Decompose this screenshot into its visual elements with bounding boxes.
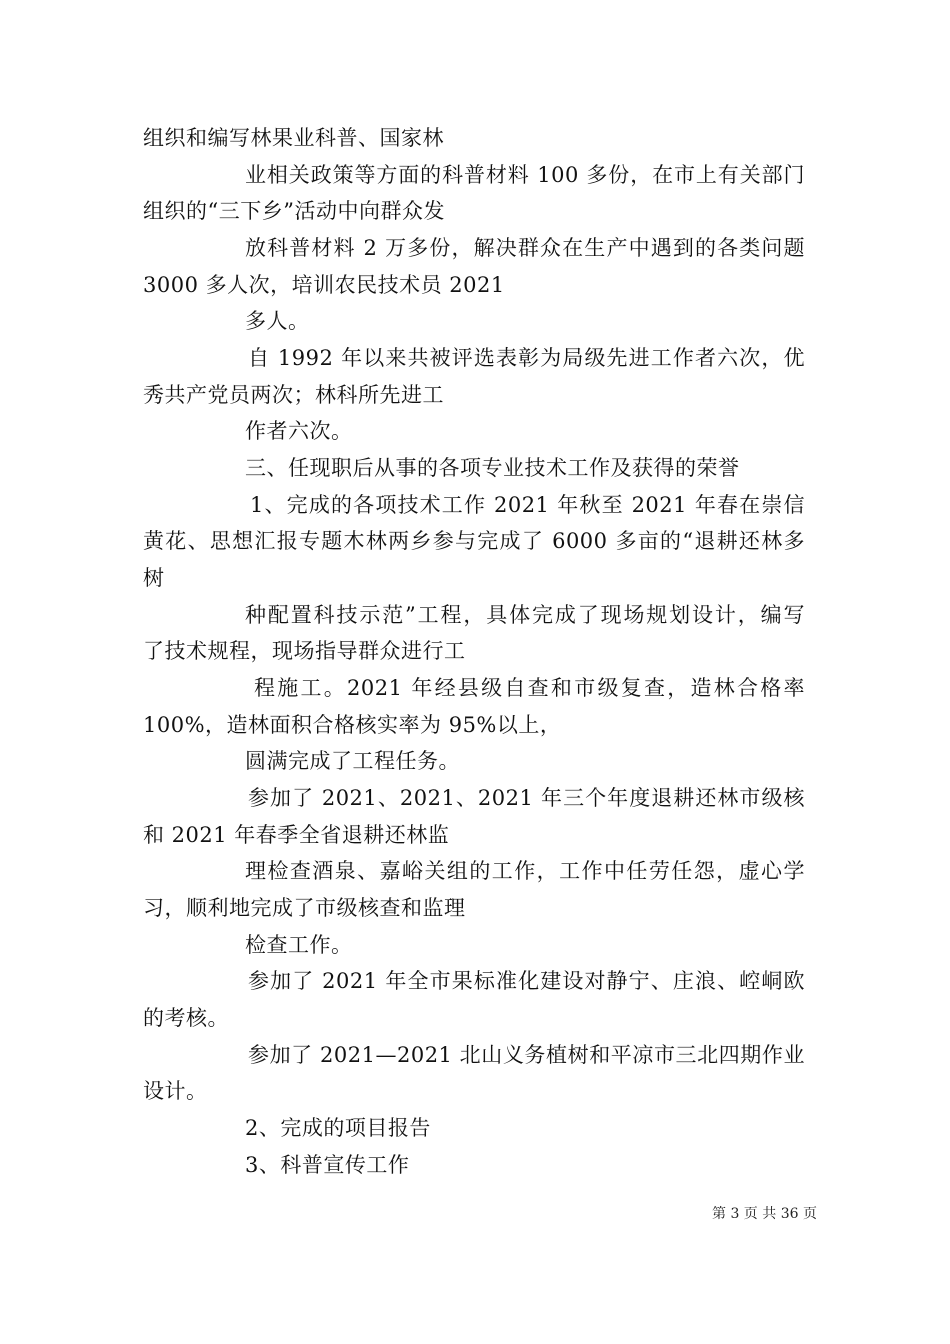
text-line: 业相关政策等方面的科普材料 100 多份，在市上有关部门 [245, 163, 805, 187]
text-line: 了技术规程，现场指导群众进行工 [143, 639, 466, 663]
text-line: 圆满完成了工程任务。 [245, 749, 460, 773]
section-heading: 3、科普宣传工作 [245, 1153, 410, 1177]
text-line: 参加了 2021—2021 北山义务植树和平凉市三北四期作业 [248, 1043, 805, 1067]
text-line: 100%，造林面积合格核实率为 95%以上， [143, 713, 562, 737]
text-line: 组织和编写林果业科普、国家林 [143, 126, 444, 150]
text-line: 理检查酒泉、嘉峪关组的工作，工作中任劳任怨，虚心学 [245, 859, 805, 883]
text-line: 3000 多人次，培训农民技术员 2021 [143, 273, 505, 297]
page-number: 第 3 页 共 36 页 [712, 1206, 817, 1222]
text-line: 黄花、思想汇报专题木林两乡参与完成了 6000 多亩的“退耕还林多 [143, 529, 805, 553]
text-line: 参加了 2021、2021、2021 年三个年度退耕还林市级核 [248, 786, 805, 810]
text-line: 检查工作。 [245, 933, 353, 957]
text-line: 自 1992 年以来共被评选表彰为局级先进工作者六次，优 [248, 346, 805, 370]
text-line: 树 [143, 566, 165, 590]
text-line: 1、完成的各项技术工作 2021 年秋至 2021 年春在崇信 [250, 493, 805, 517]
text-line: 多人。 [245, 309, 310, 333]
text-line: 程施工。2021 年经县级自查和市级复查，造林合格率 [254, 676, 805, 700]
section-heading: 三、任现职后从事的各项专业技术工作及获得的荣誉 [245, 456, 740, 480]
text-line: 和 2021 年春季全省退耕还林监 [143, 823, 450, 847]
text-line: 秀共产党员两次；林科所先进工 [143, 383, 444, 407]
text-line: 习，顺利地完成了市级核查和监理 [143, 896, 466, 920]
text-line: 放科普材料 2 万多份，解决群众在生产中遇到的各类问题 [245, 236, 805, 260]
section-heading: 2、完成的项目报告 [245, 1116, 431, 1140]
text-line: 设计。 [143, 1079, 208, 1103]
text-line: 作者六次。 [245, 419, 353, 443]
text-line: 的考核。 [143, 1006, 229, 1030]
text-line: 参加了 2021 年全市果标准化建设对静宁、庄浪、崆峒欧 [248, 969, 805, 993]
text-line: 组织的“三下乡”活动中向群众发 [143, 199, 445, 223]
text-line: 种配置科技示范”工程，具体完成了现场规划设计，编写 [245, 603, 805, 627]
